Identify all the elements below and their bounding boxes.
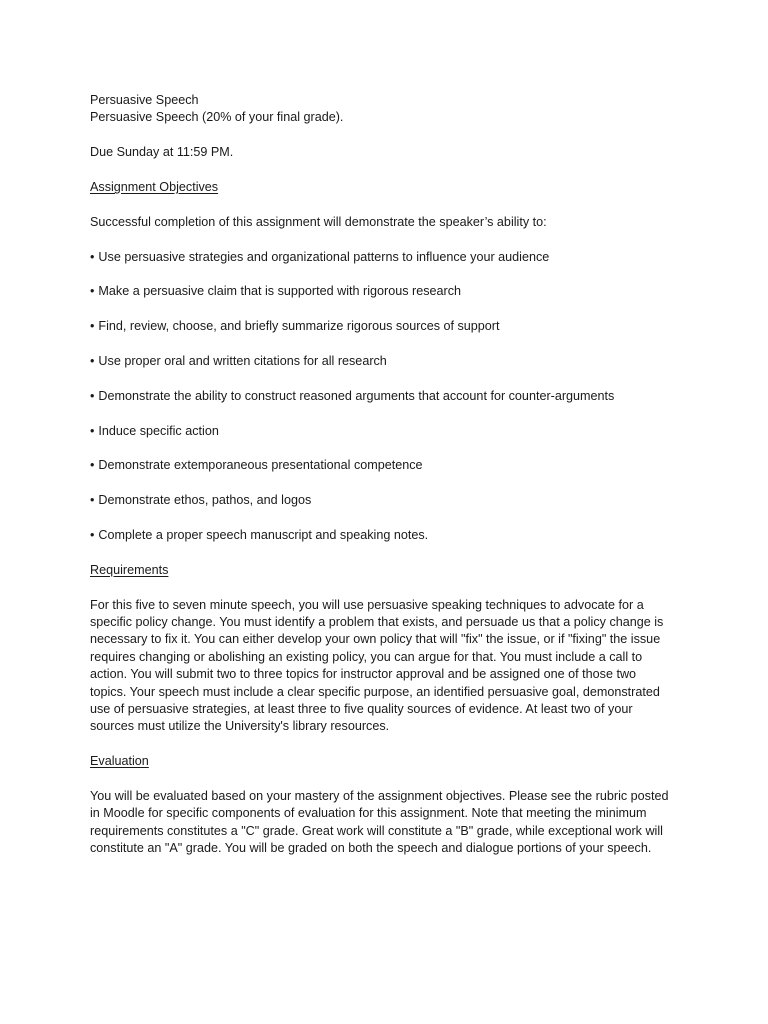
evaluation-paragraph: You will be evaluated based on your mastery of the assignment objectives. Please see the rubric posted in Moodle for specific components of evaluation for this assignment. Note that meeting the minimum requirements constitutes a "C" grade. Great work will constitute a "B" grade, while exceptional work will constitute an "A" grade. You will be graded on both the speech and dialogue portions of your speech. — [90, 789, 669, 856]
list-item: • Find, review, choose, and briefly summarize rigorous sources of support — [90, 319, 500, 334]
document-subtitle: Persuasive Speech (20% of your final grade). — [90, 110, 344, 125]
list-item: • Demonstrate the ability to construct reasoned arguments that account for counter-arguments — [90, 388, 615, 403]
objectives-intro: Successful completion of this assignment will demonstrate the speaker’s ability to: — [90, 214, 547, 229]
list-item: • Demonstrate extemporaneous presentational competence — [90, 458, 423, 473]
objectives-heading: Assignment Objectives — [90, 180, 219, 194]
requirements-heading: Requirements — [90, 562, 169, 577]
requirements-paragraph: For this five to seven minute speech, you will use persuasive speaking techniques to advocate for a specific policy change. You must identify a problem that exists, and persuade us that a policy change is necessary to fix it. You can either develop your own policy that will "fix" the issue, or if "fixing" the issue requires changing or abolishing an existing policy, you can argue for that. You must include a call to action. You will submit two to three topics for instructor approval and be assigned one of those two topics. Your speech must include a clear specific purpose, an identified persuasive goal, demonstrated use of persuasive strategies, at least three to five quality sources of evidence. At least two of your sources must utilize the University's library resources. — [90, 597, 664, 734]
list-item: • Complete a proper speech manuscript and speaking notes. — [90, 527, 429, 542]
list-item: • Induce specific action — [90, 423, 219, 438]
due-date: Due Sunday at 11:59 PM. — [90, 145, 234, 160]
list-item: • Use persuasive strategies and organizational patterns to influence your audience — [90, 249, 550, 264]
document-page — [90, 92, 690, 858]
document-title: Persuasive Speech — [90, 93, 199, 107]
list-item: • Make a persuasive claim that is supported with rigorous research — [90, 284, 462, 299]
list-item: • Use proper oral and written citations for all research — [90, 353, 387, 368]
evaluation-heading: Evaluation — [90, 754, 149, 769]
objectives-list — [90, 249, 690, 545]
list-item: • Demonstrate ethos, pathos, and logos — [90, 493, 312, 508]
